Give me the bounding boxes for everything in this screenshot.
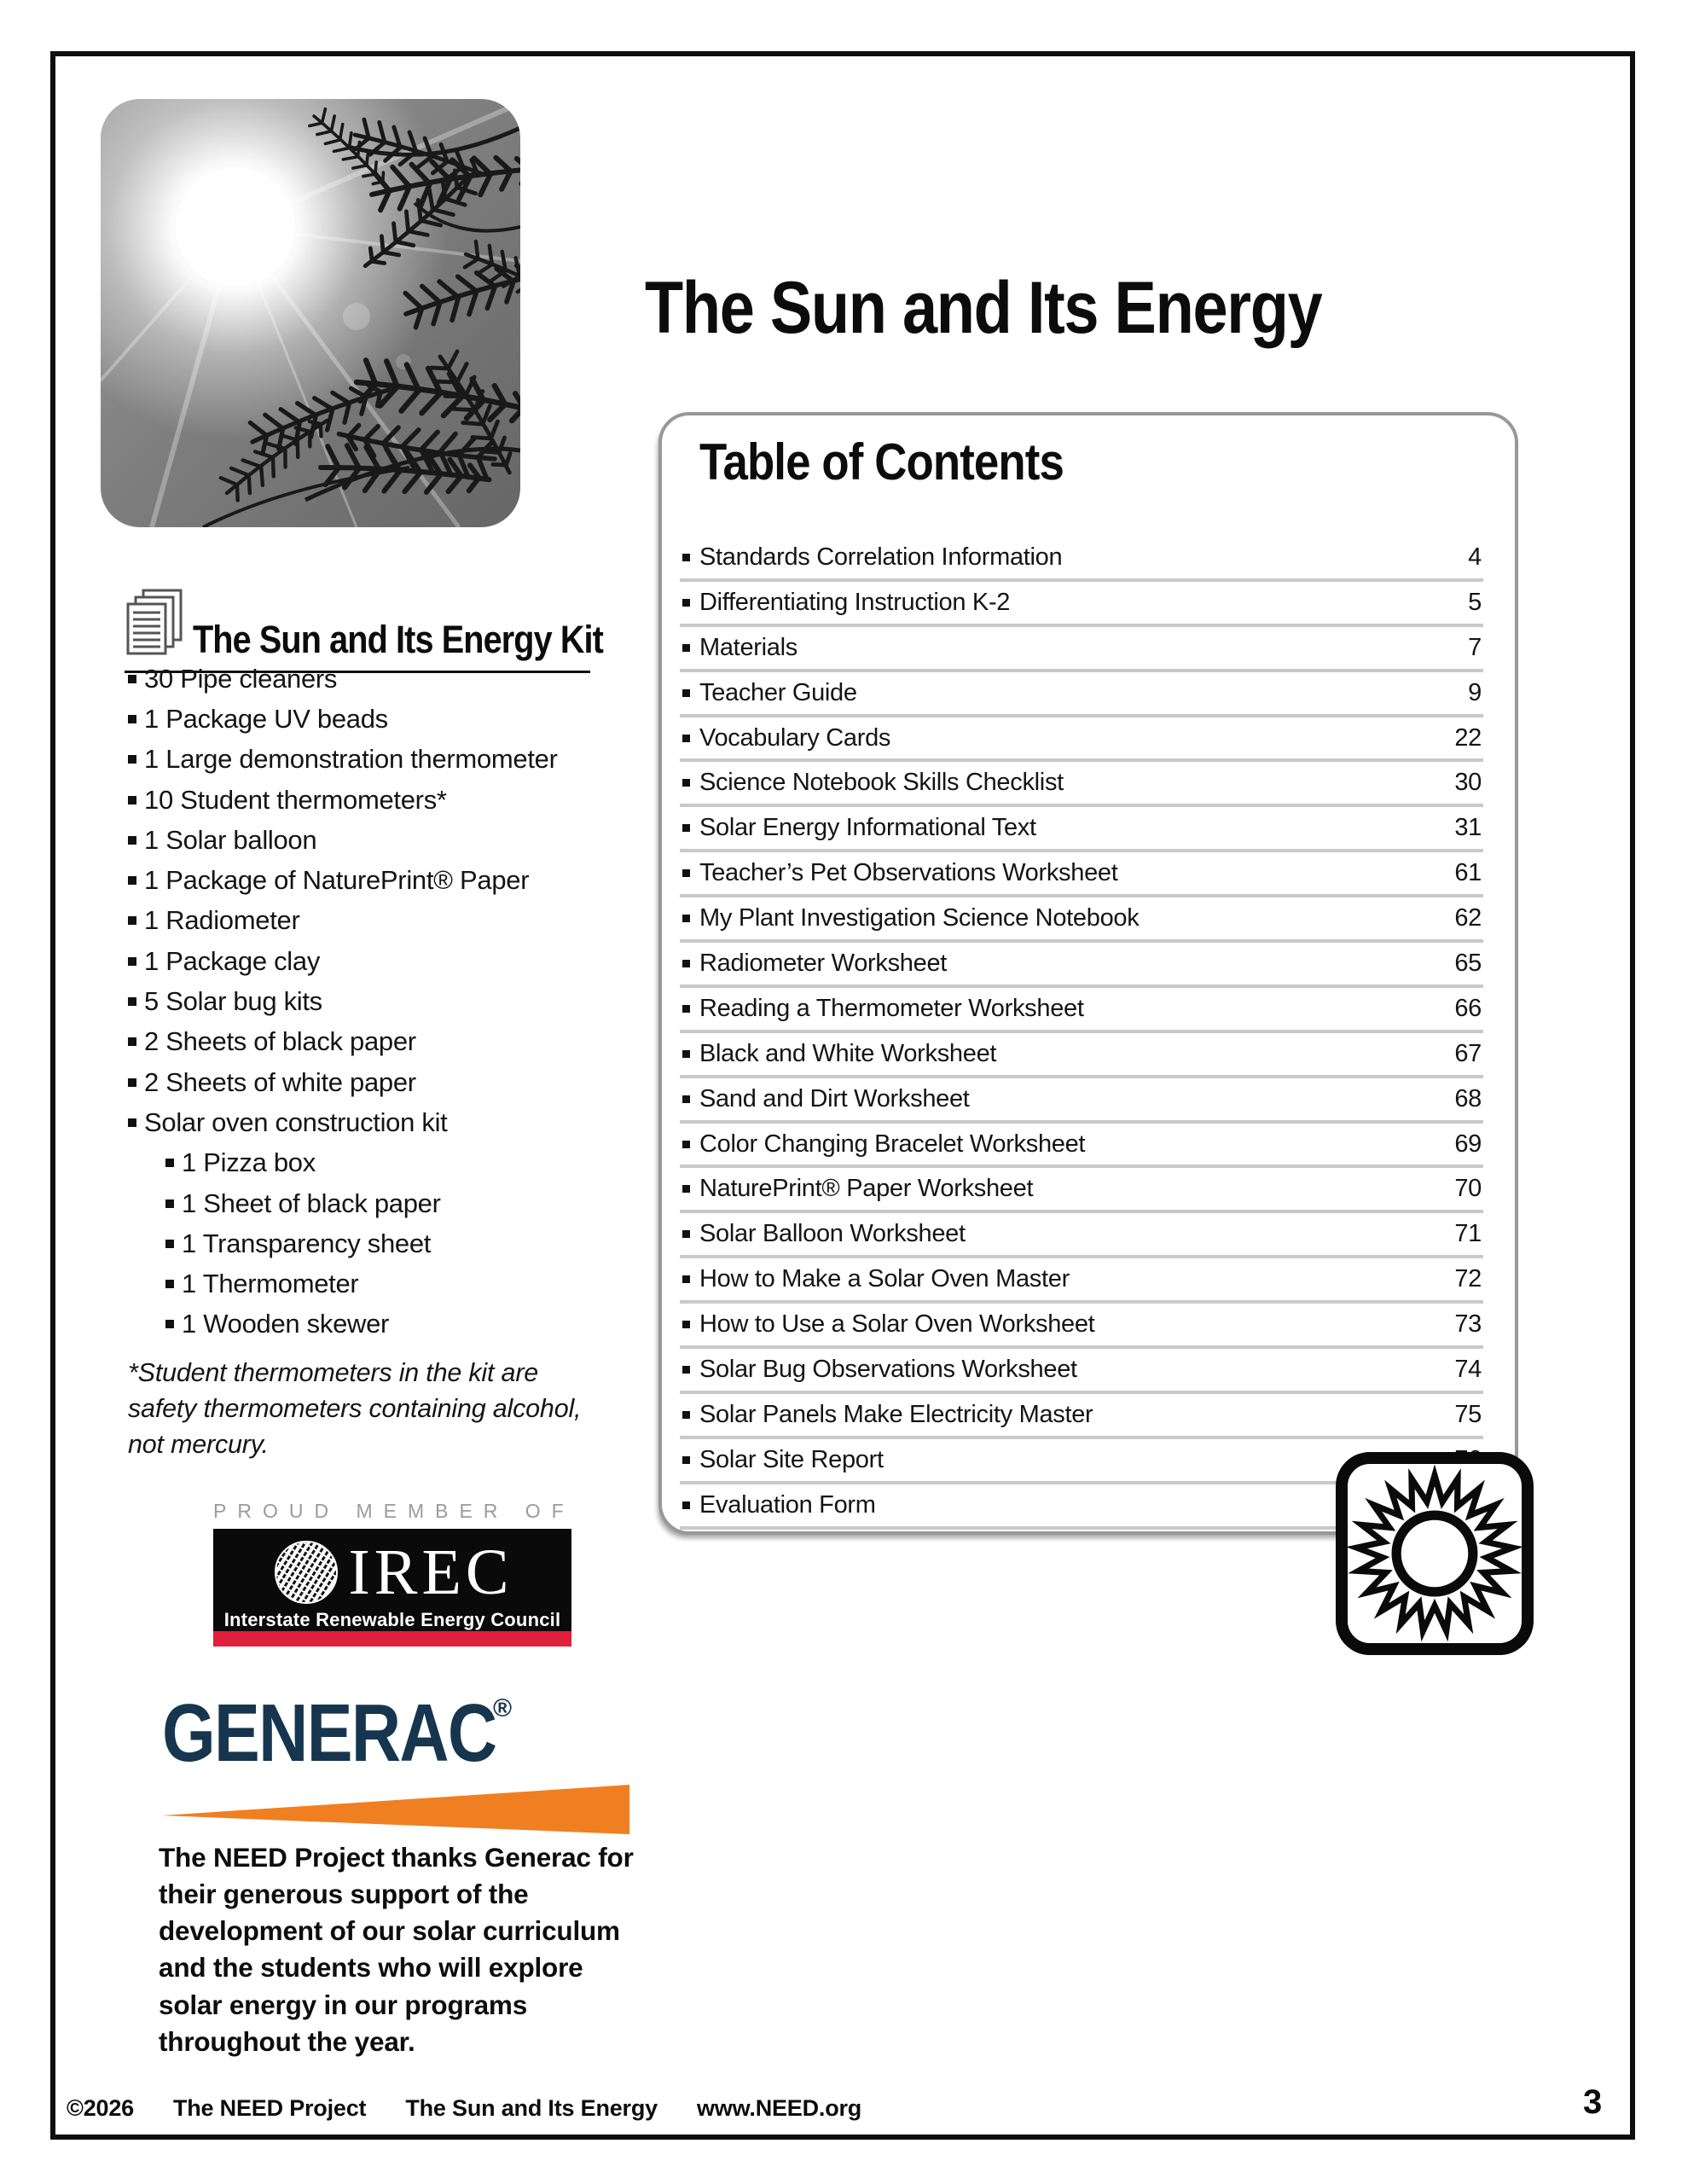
kit-item-label: 1 Wooden skewer: [182, 1309, 390, 1339]
toc-entry-label: Black and White Worksheet: [699, 1039, 997, 1067]
footer-doc-title: The Sun and Its Energy: [405, 2095, 658, 2121]
sun-icon: [1336, 1452, 1534, 1655]
kit-item-label: 2 Sheets of white paper: [144, 1066, 416, 1097]
square-bullet-icon: [128, 1118, 136, 1127]
kit-item-label: 1 Package UV beads: [144, 703, 388, 734]
kit-item-label: 10 Student thermometers*: [144, 784, 447, 815]
toc-entry-page: 73: [1454, 1310, 1482, 1339]
kit-item-label: 1 Package of NaturePrint® Paper: [144, 865, 530, 896]
toc-entry[interactable]: [680, 988, 1483, 1033]
toc-entry[interactable]: [680, 1304, 1483, 1349]
kit-item-label: 1 Package clay: [144, 945, 321, 976]
kit-item: [128, 820, 611, 860]
toc-entry[interactable]: [680, 1078, 1483, 1124]
toc-entry-page: 4: [1468, 543, 1482, 571]
kit-subitem: [128, 1223, 611, 1263]
square-bullet-icon: [128, 876, 136, 885]
toc-entry-page: 7: [1468, 633, 1482, 661]
kit-subitem: [128, 1143, 611, 1183]
square-bullet-icon: [682, 1185, 690, 1193]
kit-item-label: 1 Solar balloon: [144, 824, 317, 855]
square-bullet-icon: [128, 916, 136, 925]
kit-subitem: [128, 1304, 611, 1345]
toc-entry[interactable]: [680, 943, 1483, 988]
square-bullet-icon: [682, 1005, 690, 1013]
toc-title: Table of Contents: [699, 433, 1064, 491]
toc-entry[interactable]: [680, 1258, 1483, 1304]
kit-item-label: 1 Sheet of black paper: [182, 1188, 441, 1218]
toc-entry[interactable]: [680, 852, 1483, 897]
square-bullet-icon: [128, 957, 136, 966]
toc-entry-page: 30: [1454, 769, 1482, 797]
globe-icon: [271, 1537, 341, 1607]
kit-item-label: 1 Transparency sheet: [182, 1228, 432, 1258]
square-bullet-icon: [682, 1321, 690, 1328]
footer-url[interactable]: www.NEED.org: [696, 2095, 862, 2121]
square-bullet-icon: [165, 1159, 174, 1167]
square-bullet-icon: [682, 735, 690, 742]
irec-wordmark: IREC: [348, 1536, 513, 1608]
toc-entry[interactable]: [680, 582, 1483, 627]
toc-entry-page: 9: [1468, 678, 1482, 706]
square-bullet-icon: [128, 715, 136, 723]
registered-trademark-symbol: ®: [493, 1694, 513, 1722]
toc-entry-page: 69: [1454, 1130, 1482, 1158]
kit-item-label: 30 Pipe cleaners: [144, 663, 338, 694]
toc-entry-label: Teacher Guide: [699, 678, 857, 706]
table-of-contents-panel: [658, 412, 1518, 1535]
toc-entry-label: Solar Site Report: [699, 1445, 884, 1473]
sponsor-thanks-text: The NEED Project thanks Generac for their generous support of the development of our solar curriculum and the students who will explore solar energy in our programs throughout the year.: [159, 1842, 634, 2057]
kit-title: The Sun and Its Energy Kit: [193, 618, 603, 661]
toc-entry[interactable]: [680, 807, 1483, 852]
kit-item-label: 1 Pizza box: [182, 1147, 316, 1178]
toc-entry[interactable]: [680, 897, 1483, 943]
square-bullet-icon: [128, 1037, 136, 1046]
square-bullet-icon: [682, 554, 690, 561]
toc-entry-label: How to Use a Solar Oven Worksheet: [699, 1310, 1095, 1339]
toc-entry-page: 5: [1468, 588, 1482, 616]
toc-list: [680, 537, 1483, 1530]
toc-entry[interactable]: [680, 1124, 1483, 1169]
square-bullet-icon: [682, 1366, 690, 1374]
square-bullet-icon: [682, 1230, 690, 1238]
toc-entry[interactable]: [680, 627, 1483, 672]
square-bullet-icon: [682, 644, 690, 652]
toc-entry-label: Color Changing Bracelet Worksheet: [699, 1130, 1086, 1158]
toc-entry-page: 72: [1454, 1265, 1482, 1293]
kit-subitem: [128, 1183, 611, 1223]
toc-entry[interactable]: [680, 1394, 1483, 1439]
toc-entry[interactable]: [680, 1168, 1483, 1213]
toc-entry-label: Standards Correlation Information: [699, 543, 1063, 571]
square-bullet-icon: [682, 779, 690, 787]
toc-entry[interactable]: [680, 1213, 1483, 1258]
toc-entry-label: Solar Energy Informational Text: [699, 814, 1036, 842]
toc-entry-label: Solar Bug Observations Worksheet: [699, 1355, 1077, 1383]
square-bullet-icon: [682, 1275, 690, 1283]
toc-entry[interactable]: [680, 537, 1483, 582]
square-bullet-icon: [165, 1280, 174, 1288]
toc-entry-label: How to Make a Solar Oven Master: [699, 1265, 1070, 1293]
kit-item-label: Solar oven construction kit: [144, 1107, 448, 1137]
toc-entry[interactable]: [680, 1349, 1483, 1394]
kit-item: [128, 901, 611, 941]
toc-entry-page: 71: [1454, 1220, 1482, 1248]
toc-entry-page: 61: [1454, 859, 1482, 887]
square-bullet-icon: [165, 1240, 174, 1248]
square-bullet-icon: [682, 1456, 690, 1464]
square-bullet-icon: [128, 675, 136, 683]
generac-logo: [162, 1687, 578, 1779]
toc-entry-page: 22: [1454, 723, 1482, 752]
page-title: The Sun and Its Energy: [645, 267, 1322, 349]
toc-entry-label: Differentiating Instruction K-2: [699, 588, 1011, 616]
kit-item: [128, 860, 611, 900]
toc-entry-label: Solar Panels Make Electricity Master: [699, 1400, 1093, 1428]
proud-member-of-label: PROUD MEMBER OF: [213, 1500, 575, 1522]
toc-entry-label: Solar Balloon Worksheet: [699, 1220, 966, 1248]
toc-entry[interactable]: [680, 717, 1483, 763]
square-bullet-icon: [682, 1411, 690, 1419]
irec-logo: [213, 1529, 571, 1647]
kit-item: [128, 740, 611, 780]
kit-item: [128, 699, 611, 739]
toc-entry-page: 67: [1454, 1039, 1482, 1067]
toc-entry-page: 62: [1454, 904, 1482, 932]
sun-through-branches-photo: [101, 99, 520, 527]
kit-item-label: 1 Large demonstration thermometer: [144, 744, 558, 775]
irec-red-bar: [213, 1631, 571, 1647]
square-bullet-icon: [682, 599, 690, 607]
page-number: 3: [1583, 2083, 1603, 2121]
toc-entry-page: 70: [1454, 1175, 1482, 1203]
toc-entry-label: Vocabulary Cards: [699, 723, 891, 752]
photo-illustration: [101, 99, 520, 527]
square-bullet-icon: [682, 960, 690, 967]
square-bullet-icon: [682, 1502, 690, 1509]
kit-item-label: 1 Thermometer: [182, 1269, 359, 1299]
toc-entry-page: 74: [1454, 1355, 1482, 1383]
square-bullet-icon: [682, 1095, 690, 1103]
square-bullet-icon: [128, 997, 136, 1006]
toc-entry-label: NaturePrint® Paper Worksheet: [699, 1175, 1034, 1203]
toc-entry-label: My Plant Investigation Science Notebook: [699, 904, 1140, 932]
generac-wordmark: GENERAC: [162, 1687, 496, 1779]
page-footer: [67, 2095, 901, 2122]
toc-entry-page: 65: [1454, 949, 1482, 977]
toc-entry-label: Materials: [699, 633, 798, 661]
document-pages-icon: [125, 589, 188, 662]
kit-item: [128, 1102, 611, 1142]
toc-entry-label: Sand and Dirt Worksheet: [699, 1084, 970, 1112]
kit-item: [128, 659, 611, 699]
square-bullet-icon: [682, 1050, 690, 1058]
kit-item-label: 1 Radiometer: [144, 905, 300, 936]
toc-entry-label: Reading a Thermometer Worksheet: [699, 994, 1084, 1022]
kit-item: [128, 941, 611, 981]
square-bullet-icon: [682, 915, 690, 922]
kit-subitem: [128, 1263, 611, 1304]
toc-entry[interactable]: [680, 1033, 1483, 1078]
square-bullet-icon: [128, 1078, 136, 1087]
toc-entry-page: 68: [1454, 1084, 1482, 1112]
square-bullet-icon: [682, 824, 690, 832]
generac-orange-wedge: [162, 1785, 629, 1834]
square-bullet-icon: [128, 836, 136, 845]
toc-entry-page: 31: [1454, 814, 1482, 842]
kit-list: [128, 659, 611, 1345]
footer-copyright: ©2026: [67, 2095, 134, 2121]
toc-entry-page: 66: [1454, 994, 1482, 1022]
kit-item: [128, 1022, 611, 1062]
square-bullet-icon: [165, 1199, 174, 1208]
kit-item: [128, 981, 611, 1021]
kit-heading: [125, 589, 659, 662]
toc-entry-label: Teacher’s Pet Observations Worksheet: [699, 859, 1118, 887]
square-bullet-icon: [128, 796, 136, 804]
irec-tagline: Interstate Renewable Energy Council: [223, 1609, 561, 1630]
toc-entry[interactable]: [680, 762, 1483, 807]
toc-entry[interactable]: [680, 672, 1483, 717]
square-bullet-icon: [128, 755, 136, 764]
square-bullet-icon: [682, 689, 690, 697]
square-bullet-icon: [165, 1320, 174, 1328]
toc-entry-page: 75: [1454, 1400, 1482, 1428]
toc-entry-label: Radiometer Worksheet: [699, 949, 948, 977]
kit-item: [128, 1062, 611, 1102]
kit-item-label: 5 Solar bug kits: [144, 986, 322, 1017]
square-bullet-icon: [682, 1141, 690, 1148]
kit-item-label: 2 Sheets of black paper: [144, 1026, 416, 1057]
toc-entry-label: Evaluation Form: [699, 1490, 876, 1519]
toc-entry-label: Science Notebook Skills Checklist: [699, 769, 1064, 797]
kit-safety-note: *Student thermometers in the kit are safety thermometers containing alcohol, not mercury.: [128, 1358, 582, 1460]
kit-item: [128, 780, 611, 820]
square-bullet-icon: [682, 869, 690, 877]
footer-org: The NEED Project: [172, 2095, 367, 2121]
